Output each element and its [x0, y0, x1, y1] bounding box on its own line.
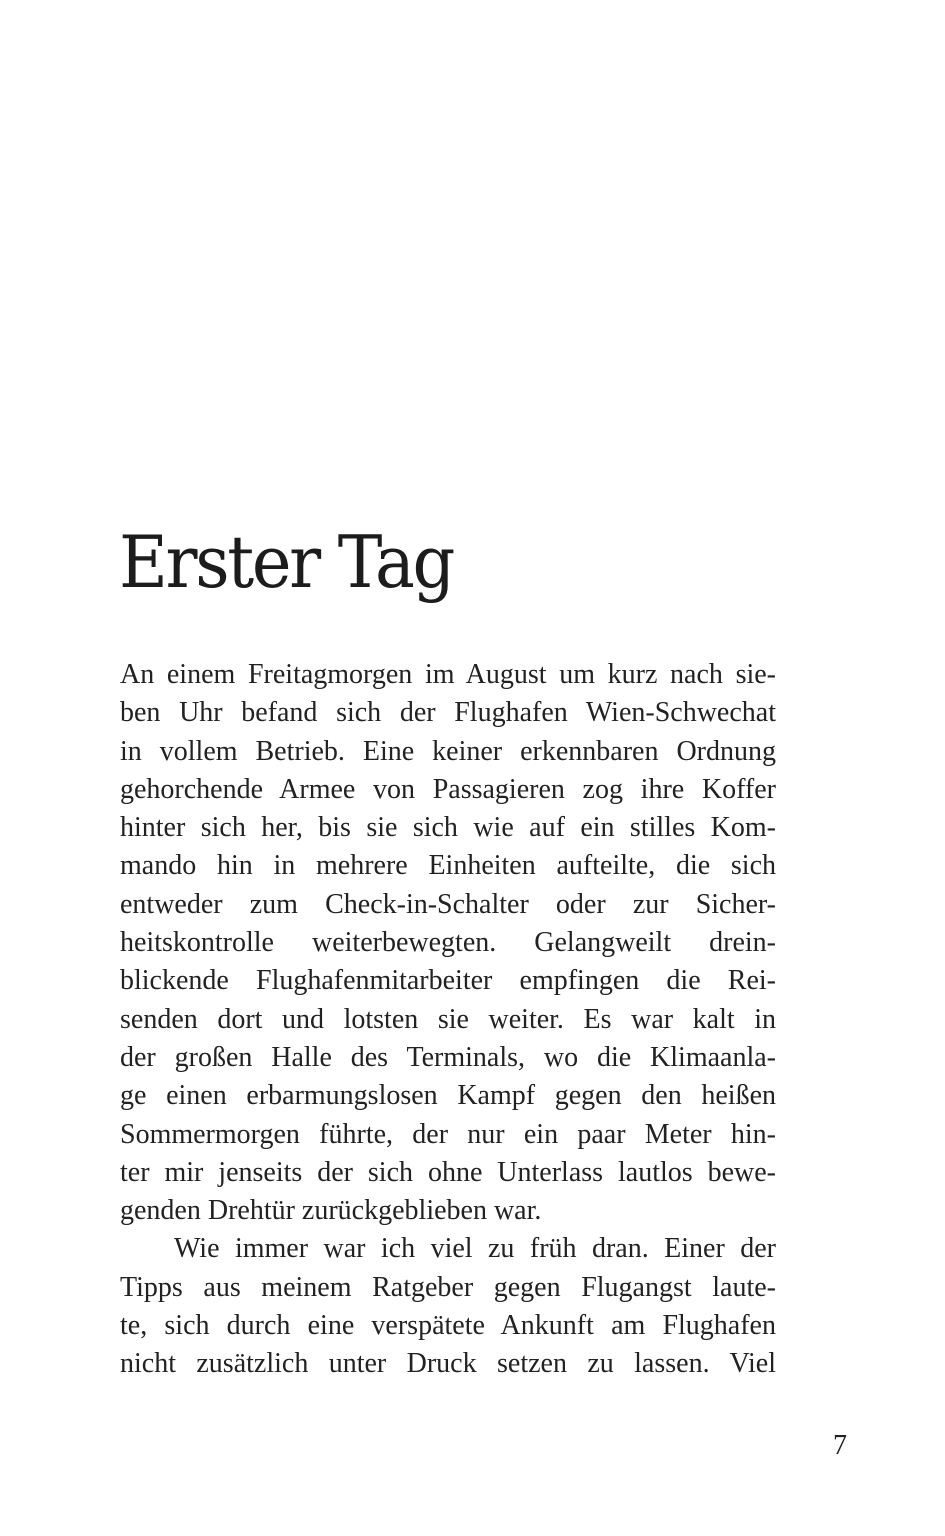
- text-line: der großen Halle des Terminals, wo die Klimaanla-: [120, 1041, 776, 1073]
- text-line: Wie immer war ich viel zu früh dran. Einer der: [174, 1233, 776, 1265]
- text-line: senden dort und lotsten sie weiter. Es war kalt in: [120, 1003, 776, 1035]
- text-line: hinter sich her, bis sie sich wie auf ein stilles Kom-: [120, 812, 776, 844]
- paragraph-1: [120, 656, 776, 1230]
- text-line: ge einen erbarmungslosen Kampf gegen den heißen: [120, 1080, 776, 1112]
- body-text: [120, 656, 776, 1384]
- text-line: An einem Freitagmorgen im August um kurz nach sie-: [120, 659, 776, 690]
- text-line: Tipps aus meinem Ratgeber gegen Flugangst laute-: [120, 1271, 776, 1303]
- text-line: gehorchende Armee von Passagieren zog ihre Koffer: [120, 773, 776, 805]
- text-line: mando hin in mehrere Einheiten aufteilte, die sich: [120, 850, 776, 882]
- text-line: entweder zum Check-in-Schalter oder zur Sicher-: [120, 888, 776, 920]
- text-line: Sommermorgen führte, der nur ein paar Meter hin-: [120, 1118, 776, 1150]
- text-line: nicht zusätzlich unter Druck setzen zu lassen. Viel: [120, 1348, 776, 1380]
- text-line: ter mir jenseits der sich ohne Unterlass lautlos bewe-: [120, 1156, 776, 1188]
- text-line: genden Drehtür zurückgeblieben war.: [120, 1195, 542, 1227]
- text-line: te, sich durch eine verspätete Ankunft am Flughafen: [120, 1310, 776, 1342]
- paragraph-2: [120, 1230, 776, 1383]
- text-line: ben Uhr befand sich der Flughafen Wien-Schwechat: [120, 697, 776, 729]
- page-number: 7: [833, 1430, 847, 1461]
- text-line: in vollem Betrieb. Eine keiner erkennbaren Ordnung: [120, 735, 776, 767]
- text-line: heitskontrolle weiterbewegten. Gelangweilt drein-: [120, 927, 776, 959]
- text-line: blickende Flughafenmitarbeiter empfingen die Rei-: [120, 965, 776, 997]
- chapter-title: Erster Tag: [119, 520, 454, 604]
